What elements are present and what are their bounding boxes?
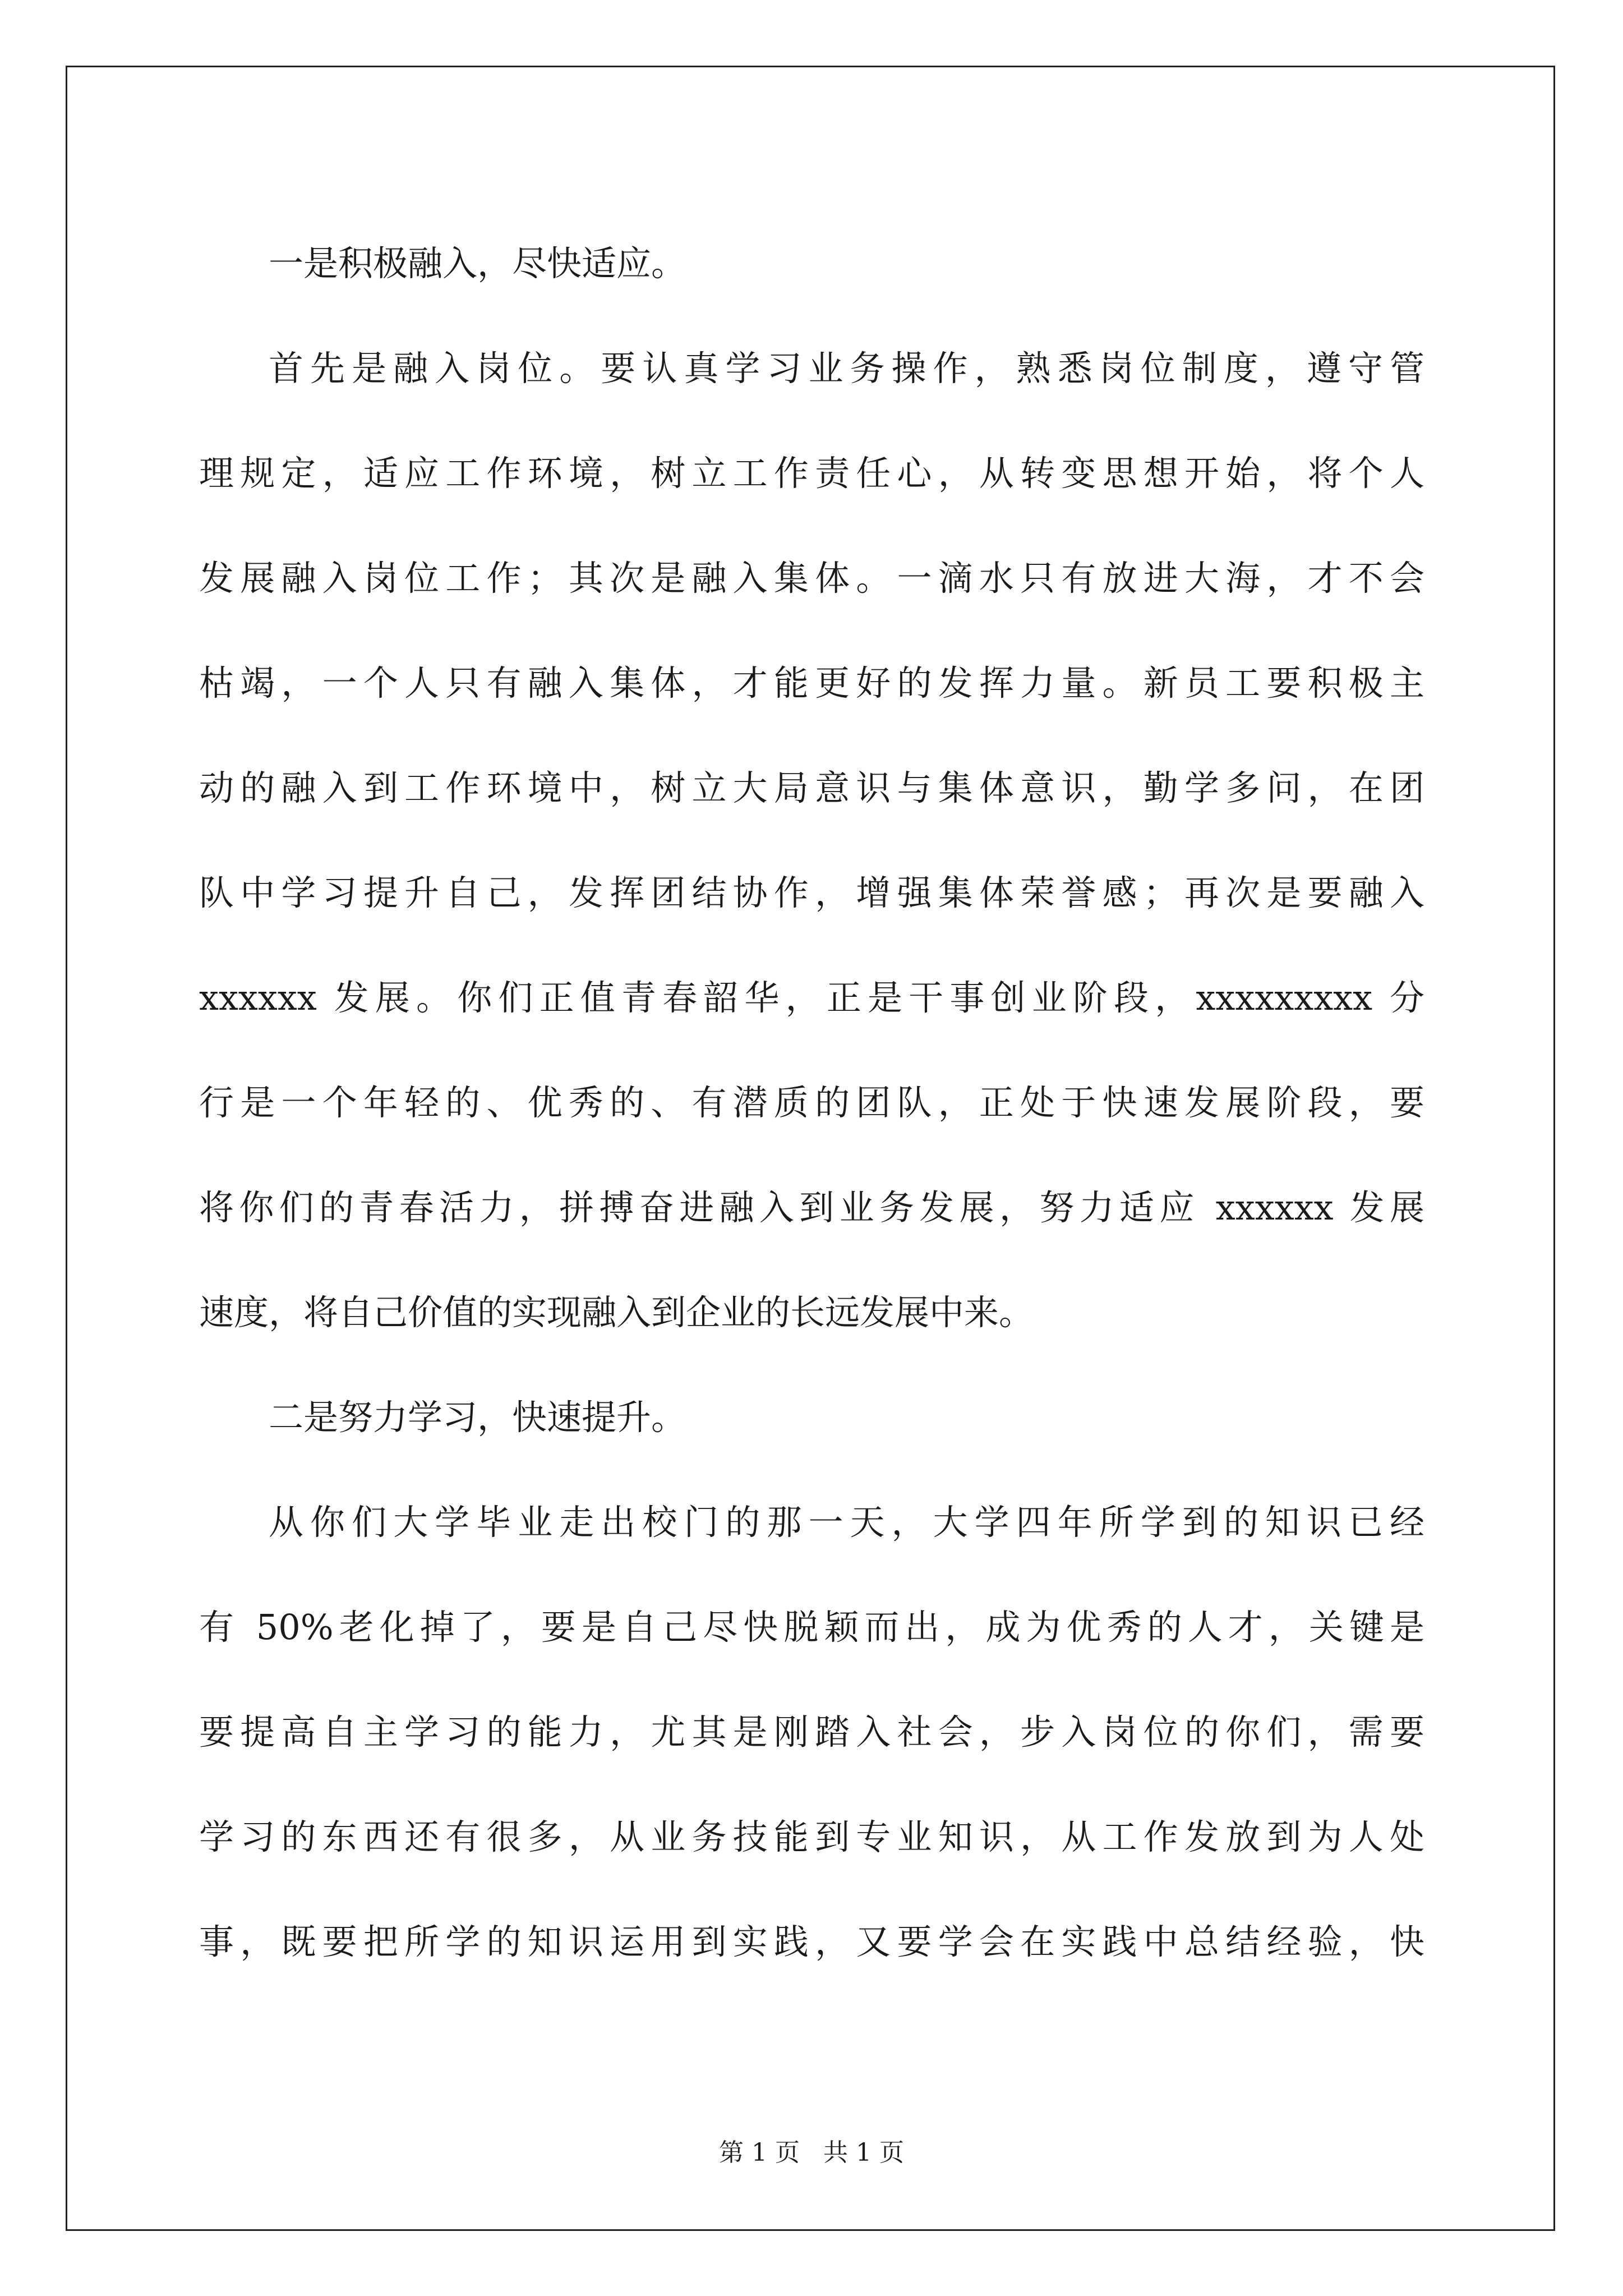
text-line: 动的融入到工作环境中，树立大局意识与集体意识，勤学多问，在团 [199,767,1424,808]
page-number: 第 1 页 [719,2138,800,2167]
page-total: 共 1 页 [823,2138,904,2167]
document-body [199,211,1424,1994]
text-line: 发展融入岗位工作；其次是融入集体。一滴水只有放进大海，才不会 [199,558,1424,599]
page-footer [0,2136,1623,2170]
text-line: 事，既要把所学的知识运用到实践，又要学会在实践中总结经验，快 [199,1921,1424,1962]
paragraph-heading-2: 二是努力学习，快速提升。 [269,1397,686,1438]
text-line: 从你们大学毕业走出校门的那一天，大学四年所学到的知识已经 [269,1502,1424,1543]
text-line: 枯竭，一个人只有融入集体，才能更好的发挥力量。新员工要积极主 [199,662,1424,703]
text-line: 要提高自主学习的能力，尤其是刚踏入社会，步入岗位的你们，需要 [199,1711,1424,1752]
text-line: 有 50%老化掉了，要是自己尽快脱颖而出，成为优秀的人才，关键是 [199,1607,1424,1648]
text-line: 行是一个年轻的、优秀的、有潜质的团队，正处于快速发展阶段，要 [199,1082,1424,1123]
text-line: 理规定，适应工作环境，树立工作责任心，从转变思想开始，将个人 [199,453,1424,494]
text-line: 速度，将自己价值的实现融入到企业的长远发展中来。 [199,1292,1034,1333]
paragraph-heading-1: 一是积极融入，尽快适应。 [269,243,686,284]
text-line: 将你们的青春活力，拼搏奋进融入到业务发展，努力适应 xxxxxx 发展 [199,1187,1424,1228]
text-line: xxxxxx 发展。你们正值青春韶华，正是干事创业阶段，xxxxxxxxx 分 [199,977,1424,1018]
text-line: 首先是融入岗位。要认真学习业务操作，熟悉岗位制度，遵守管 [269,348,1424,389]
text-line: 学习的东西还有很多，从业务技能到专业知识，从工作发放到为人处 [199,1816,1424,1857]
text-line: 队中学习提升自己，发挥团结协作，增强集体荣誉感；再次是要融入 [199,872,1424,913]
